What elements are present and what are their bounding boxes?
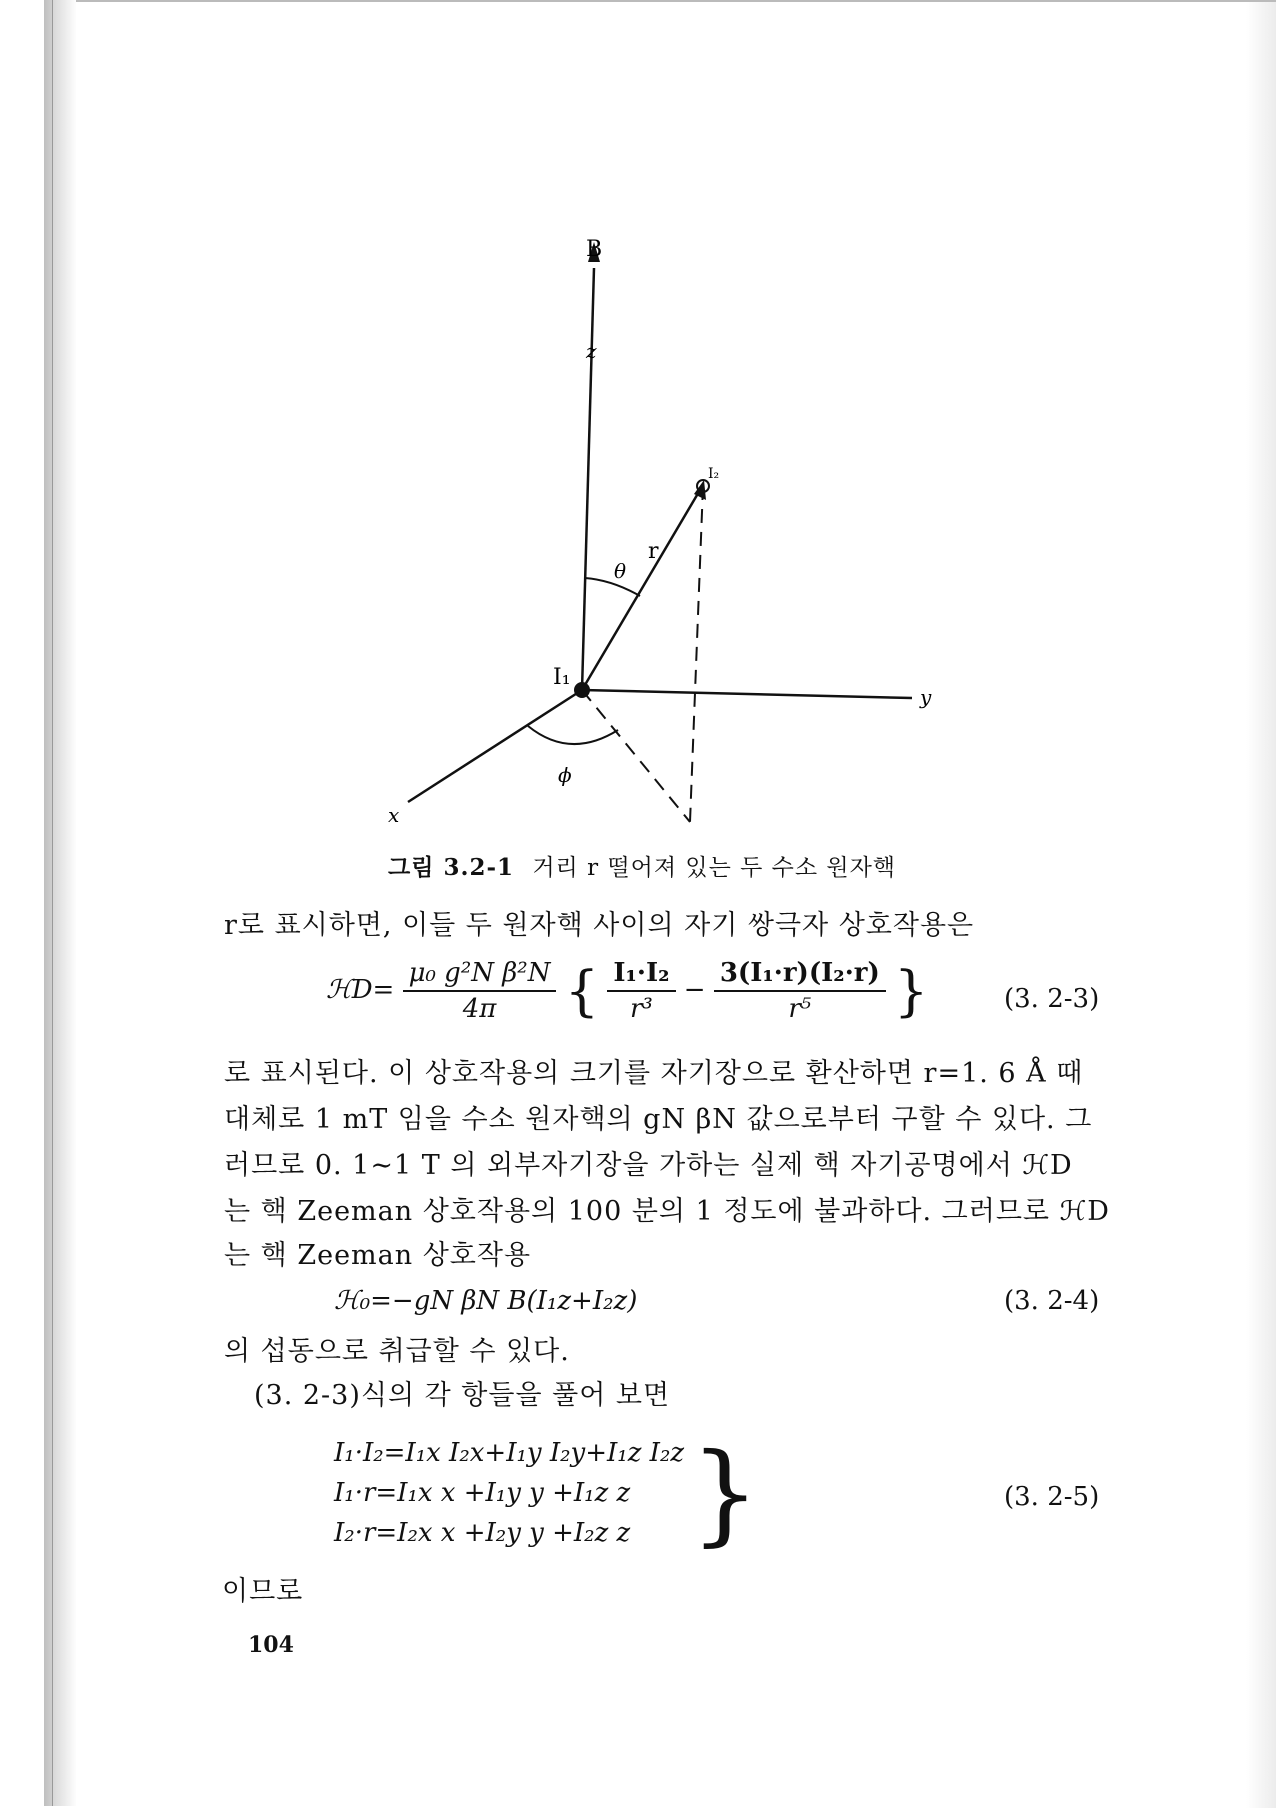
eq323-left-brace: { xyxy=(564,959,600,1023)
eq323-term1 xyxy=(607,958,675,1024)
paragraph-line-2: 대체로 1 mT 임을 수소 원자핵의 gN βN 값으로부터 구할 수 있다. 그 xyxy=(224,1104,1093,1135)
equation-3-2-5-line-3: I₂·r=I₂x x +I₂y y +I₂z z xyxy=(334,1518,631,1548)
y-axis-line xyxy=(582,690,912,698)
projection-vertical-dashed xyxy=(690,486,703,822)
phi-arc xyxy=(528,726,618,744)
axis-label-x: x xyxy=(388,803,400,827)
label-phi: ϕ xyxy=(558,763,572,787)
eq323-term1-numerator: I₁·I₂ xyxy=(607,958,675,992)
equation-number-3-2-4: (3. 2-4) xyxy=(1004,1286,1100,1316)
label-theta: θ xyxy=(614,559,627,583)
paragraph-line-4: 는 핵 Zeeman 상호작용의 100 분의 1 정도에 불과하다. 그러므로 ℋD xyxy=(224,1196,1110,1227)
axis-label-z: z xyxy=(586,339,597,363)
theta-arc xyxy=(585,578,640,596)
paragraph-line-3: 러므로 0. 1∼1 T 의 외부자기장을 가하는 실제 핵 자기공명에서 ℋD xyxy=(224,1150,1073,1181)
equation-3-2-3 xyxy=(326,958,928,1024)
label-I1: I₁ xyxy=(553,665,571,690)
label-I2: I₂ xyxy=(708,466,720,482)
r-vector-line xyxy=(582,490,700,690)
label-r: r xyxy=(648,539,659,564)
figure-dipole-diagram xyxy=(0,0,1276,900)
nucleus-I1-dot xyxy=(574,682,590,698)
paragraph-therefore: 이므로 xyxy=(222,1576,304,1607)
equation-number-3-2-3: (3. 2-3) xyxy=(1004,984,1100,1014)
equation-3-2-5-line-2: I₁·r=I₁x x +I₁y y +I₁z z xyxy=(334,1478,631,1508)
eq323-coefficient xyxy=(403,958,557,1024)
figure-caption xyxy=(388,856,896,880)
equation-number-3-2-5: (3. 2-5) xyxy=(1004,1482,1100,1512)
axis-label-y: y xyxy=(920,685,932,709)
eq323-coef-denominator: 4π xyxy=(462,994,497,1024)
paragraph-intro: r로 표시하면, 이들 두 원자핵 사이의 자기 쌍극자 상호작용은 xyxy=(224,910,975,941)
eq323-right-brace: } xyxy=(894,959,929,1023)
paragraph-perturbation: 의 섭동으로 취급할 수 있다. xyxy=(224,1336,570,1367)
axis-label-B: B xyxy=(586,237,603,262)
projection-plane-dashed xyxy=(582,690,690,822)
eq323-term2-denominator: r⁵ xyxy=(788,994,812,1024)
eq323-term2-numerator: 3(I₁·r)(I₂·r) xyxy=(714,958,886,992)
z-axis-line xyxy=(582,268,594,690)
paragraph-expand: (3. 2-3)식의 각 항들을 풀어 보면 xyxy=(254,1380,671,1411)
paragraph-line-5: 는 핵 Zeeman 상호작용 xyxy=(224,1240,532,1271)
caption-text: 거리 r 떨어져 있는 두 수소 원자핵 xyxy=(532,855,897,881)
eq323-term1-denominator: r³ xyxy=(630,994,653,1024)
eq323-lhs: ℋD= xyxy=(326,975,395,1005)
caption-number: 그림 3.2-1 xyxy=(388,854,515,881)
page-number: 104 xyxy=(248,1632,294,1658)
eq323-coef-numerator: μ₀ g²N β²N xyxy=(403,958,557,992)
x-axis-line xyxy=(408,690,582,802)
equation-3-2-5-brace: } xyxy=(690,1429,760,1557)
paragraph-line-1: 로 표시된다. 이 상호작용의 크기를 자기장으로 환산하면 r=1. 6 Å 때 xyxy=(224,1058,1084,1089)
equation-3-2-5-line-1: I₁·I₂=I₁x I₂x+I₁y I₂y+I₁z I₂z xyxy=(334,1438,685,1468)
equation-3-2-4: ℋ₀=−gN βN B(I₁z+I₂z) xyxy=(334,1286,638,1316)
eq323-term2 xyxy=(714,958,886,1024)
eq323-minus: − xyxy=(683,975,706,1005)
